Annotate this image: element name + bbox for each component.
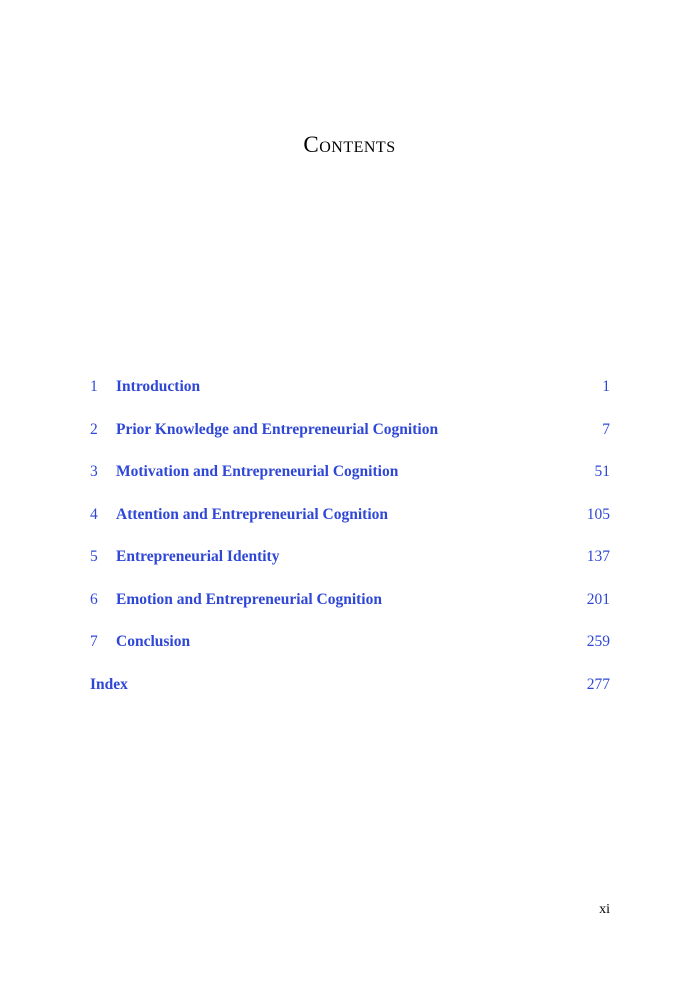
chapter-title: Entrepreneurial Identity	[116, 548, 280, 565]
chapter-title: Introduction	[116, 378, 201, 395]
toc-entry-motivation[interactable]	[90, 463, 610, 506]
toc-entry-introduction[interactable]	[90, 378, 610, 421]
chapter-page-number: 7	[602, 420, 610, 438]
toc-entry-emotion[interactable]	[90, 591, 610, 634]
chapter-number: 7	[90, 633, 98, 650]
chapter-number: 2	[90, 420, 98, 438]
index-title: Index	[90, 675, 128, 693]
toc-entry-conclusion[interactable]	[90, 633, 610, 676]
toc-entry-prior-knowledge[interactable]	[90, 421, 610, 464]
index-page-number: 277	[586, 675, 610, 693]
toc-entry-index[interactable]	[90, 676, 610, 719]
toc-entry-identity[interactable]	[90, 548, 610, 591]
chapter-title: Attention and Entrepreneurial Cognition	[116, 505, 388, 523]
chapter-number: 1	[90, 378, 98, 395]
chapter-number: 5	[90, 548, 98, 565]
chapter-page-number: 201	[586, 590, 610, 608]
chapter-title: Motivation and Entrepreneurial Cognition	[116, 463, 399, 480]
chapter-title: Prior Knowledge and Entrepreneurial Cognition	[116, 420, 439, 438]
chapter-page-number: 1	[602, 378, 610, 395]
chapter-page-number: 137	[586, 548, 610, 565]
folio-page-number: xi	[599, 902, 610, 917]
chapter-number: 3	[90, 463, 98, 480]
chapter-title: Conclusion	[116, 633, 191, 650]
chapter-number: 6	[90, 590, 98, 608]
table-of-contents	[90, 378, 610, 718]
page-title: Contents	[303, 132, 396, 157]
chapter-page-number: 259	[586, 633, 610, 650]
chapter-page-number: 105	[586, 505, 610, 523]
chapter-number: 4	[90, 505, 98, 523]
chapter-title: Emotion and Entrepreneurial Cognition	[116, 590, 382, 608]
chapter-page-number: 51	[594, 463, 610, 480]
toc-entry-attention[interactable]	[90, 506, 610, 549]
